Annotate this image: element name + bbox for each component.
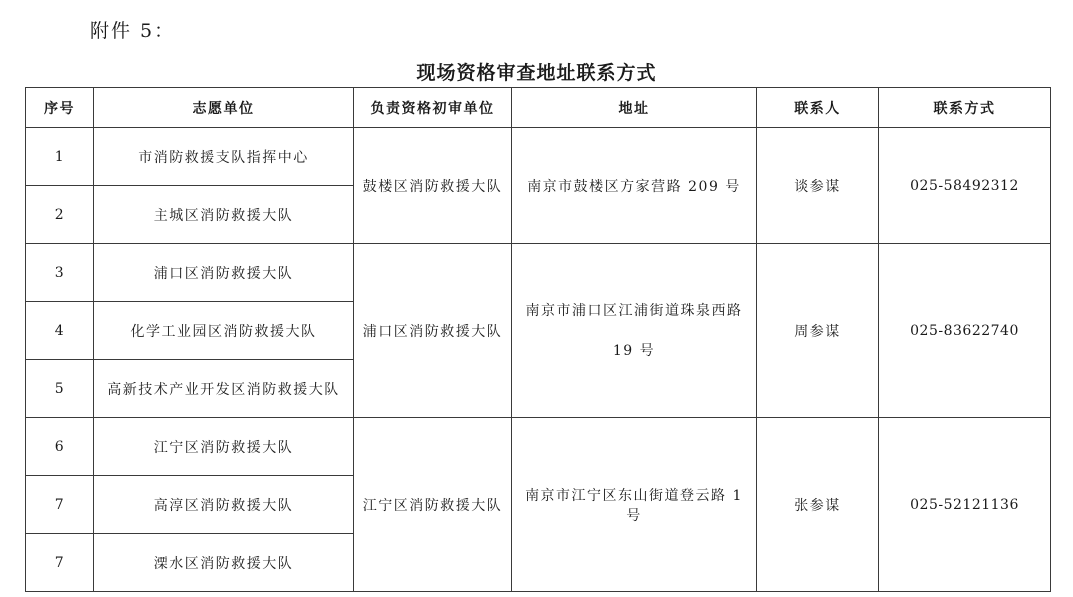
- review-unit: 江宁区消防救援大队: [354, 418, 512, 592]
- table-row: [26, 418, 1051, 476]
- row-number: 6: [26, 418, 94, 476]
- col-header-review-unit: 负责资格初审单位: [354, 88, 512, 128]
- table-header-row: [26, 88, 1051, 128]
- table-row: [26, 128, 1051, 186]
- volunteer-unit: 江宁区消防救援大队: [94, 418, 354, 476]
- address-line: 19 号: [612, 342, 656, 359]
- col-header-volunteer-unit: 志愿单位: [94, 88, 354, 128]
- attachment-label: 附件 5：: [90, 20, 176, 42]
- review-unit: 浦口区消防救援大队: [354, 244, 512, 418]
- col-header-phone: 联系方式: [879, 88, 1051, 128]
- phone-number: 025-83622740: [879, 244, 1051, 418]
- address-line: 南京市浦口区江浦街道珠泉西路: [525, 302, 743, 319]
- page-title: 现场资格审查地址联系方式: [416, 62, 657, 84]
- volunteer-unit: 主城区消防救援大队: [94, 186, 354, 244]
- row-number: 2: [26, 186, 94, 244]
- volunteer-unit: 化学工业园区消防救援大队: [94, 302, 354, 360]
- col-header-address: 地址: [512, 88, 757, 128]
- volunteer-unit: 溧水区消防救援大队: [94, 534, 354, 592]
- address: [512, 244, 757, 418]
- row-number: 3: [26, 244, 94, 302]
- row-number: 1: [26, 128, 94, 186]
- table-row: [26, 244, 1051, 302]
- address-line: 南京市鼓楼区方家营路 209 号: [527, 178, 741, 195]
- address: [512, 128, 757, 244]
- volunteer-unit: 市消防救援支队指挥中心: [94, 128, 354, 186]
- volunteer-unit: 浦口区消防救援大队: [94, 244, 354, 302]
- contact-table: [25, 87, 1051, 592]
- volunteer-unit: 高淳区消防救援大队: [94, 476, 354, 534]
- address-line: 南京市江宁区东山街道登云路 1 号: [525, 487, 743, 524]
- address: [512, 418, 757, 592]
- row-number: 4: [26, 302, 94, 360]
- row-number: 5: [26, 360, 94, 418]
- col-header-number: 序号: [26, 88, 94, 128]
- contact-person: 周参谋: [757, 244, 879, 418]
- contact-person: 张参谋: [757, 418, 879, 592]
- review-unit: 鼓楼区消防救援大队: [354, 128, 512, 244]
- contact-person: 谈参谋: [757, 128, 879, 244]
- row-number: 7: [26, 534, 94, 592]
- volunteer-unit: 高新技术产业开发区消防救援大队: [94, 360, 354, 418]
- row-number: 7: [26, 476, 94, 534]
- phone-number: 025-52121136: [879, 418, 1051, 592]
- phone-number: 025-58492312: [879, 128, 1051, 244]
- col-header-contact: 联系人: [757, 88, 879, 128]
